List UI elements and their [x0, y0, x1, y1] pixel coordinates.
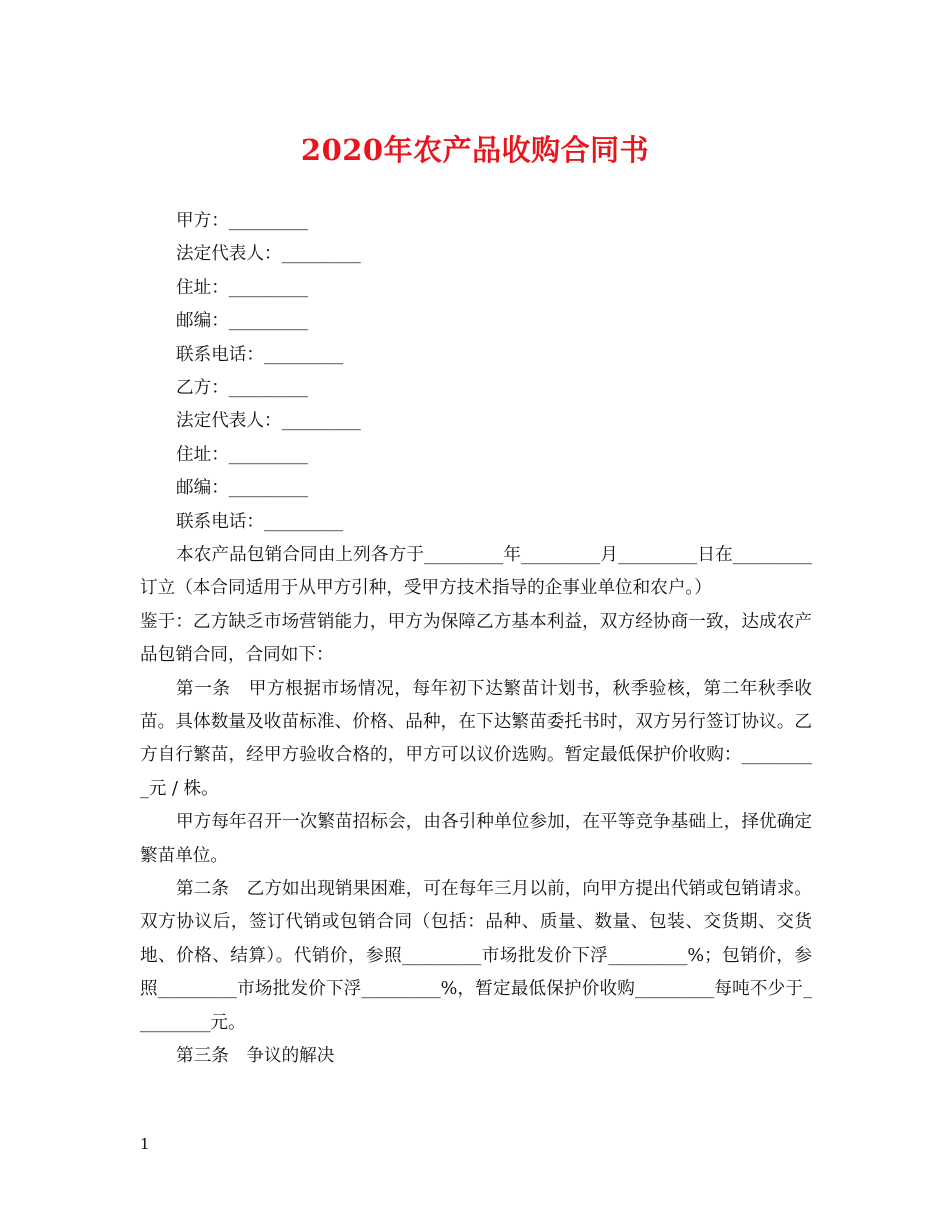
party-b-name: 乙方：_________ — [176, 377, 308, 398]
article-1-paragraph: 第一条 甲方根据市场情况，每年初下达繁苗计划书，秋季验核，第二年秋季收苗。具体数量及收苗标准、价格、品种，在下达繁苗委托书时，双方另行签订协议。乙方自行繁苗，经甲方验收合格的，甲方可以议价选购。暂定最低保护价收购：_________元 / 株。 — [140, 678, 812, 799]
whereas-paragraph: 鉴于：乙方缺乏市场营销能力，甲方为保障乙方基本利益，双方经协商一致，达成农产品包销合同，合同如下： — [140, 611, 812, 666]
party-a-address: 住址：_________ — [176, 277, 308, 298]
document-body — [140, 205, 812, 1073]
party-b-postcode: 邮编：_________ — [176, 478, 308, 499]
party-b-address: 住址：_________ — [176, 444, 308, 465]
party-b-representative: 法定代表人：_________ — [176, 411, 361, 432]
party-a-phone: 联系电话：_________ — [176, 344, 344, 365]
article-3-heading: 第三条 争议的解决 — [176, 1046, 335, 1066]
party-a-name: 甲方：_________ — [176, 211, 308, 231]
contract-intro-paragraph: 本农产品包销合同由上列各方于_________年_________月_________日在_________订立（本合同适用于从甲方引种，受甲方技术指导的企事业单位和农户。） — [140, 544, 812, 599]
party-a-postcode: 邮编：_________ — [176, 311, 308, 332]
page-number: 1 — [140, 1135, 150, 1153]
document-title: 2020年农产品收购合同书 — [300, 133, 650, 167]
party-a-representative: 法定代表人：_________ — [176, 244, 361, 265]
party-b-phone: 联系电话：_________ — [176, 511, 344, 532]
article-2-paragraph: 第二条 乙方如出现销果困难，可在每年三月以前，向甲方提出代销或包销请求。双方协议后，签订代销或包销合同（包括：品种、质量、数量、包装、交货期、交货地、价格、结算）。代销价，参照_________市场批发价下浮_________%；包销价，参照_________市场批发价下浮_________%，暂定最低保护价收购_________每吨不少于_________元。 — [140, 878, 812, 1033]
article-1-tender-paragraph: 甲方每年召开一次繁苗招标会，由各引种单位参加，在平等竞争基础上，择优确定繁苗单位。 — [140, 812, 812, 866]
